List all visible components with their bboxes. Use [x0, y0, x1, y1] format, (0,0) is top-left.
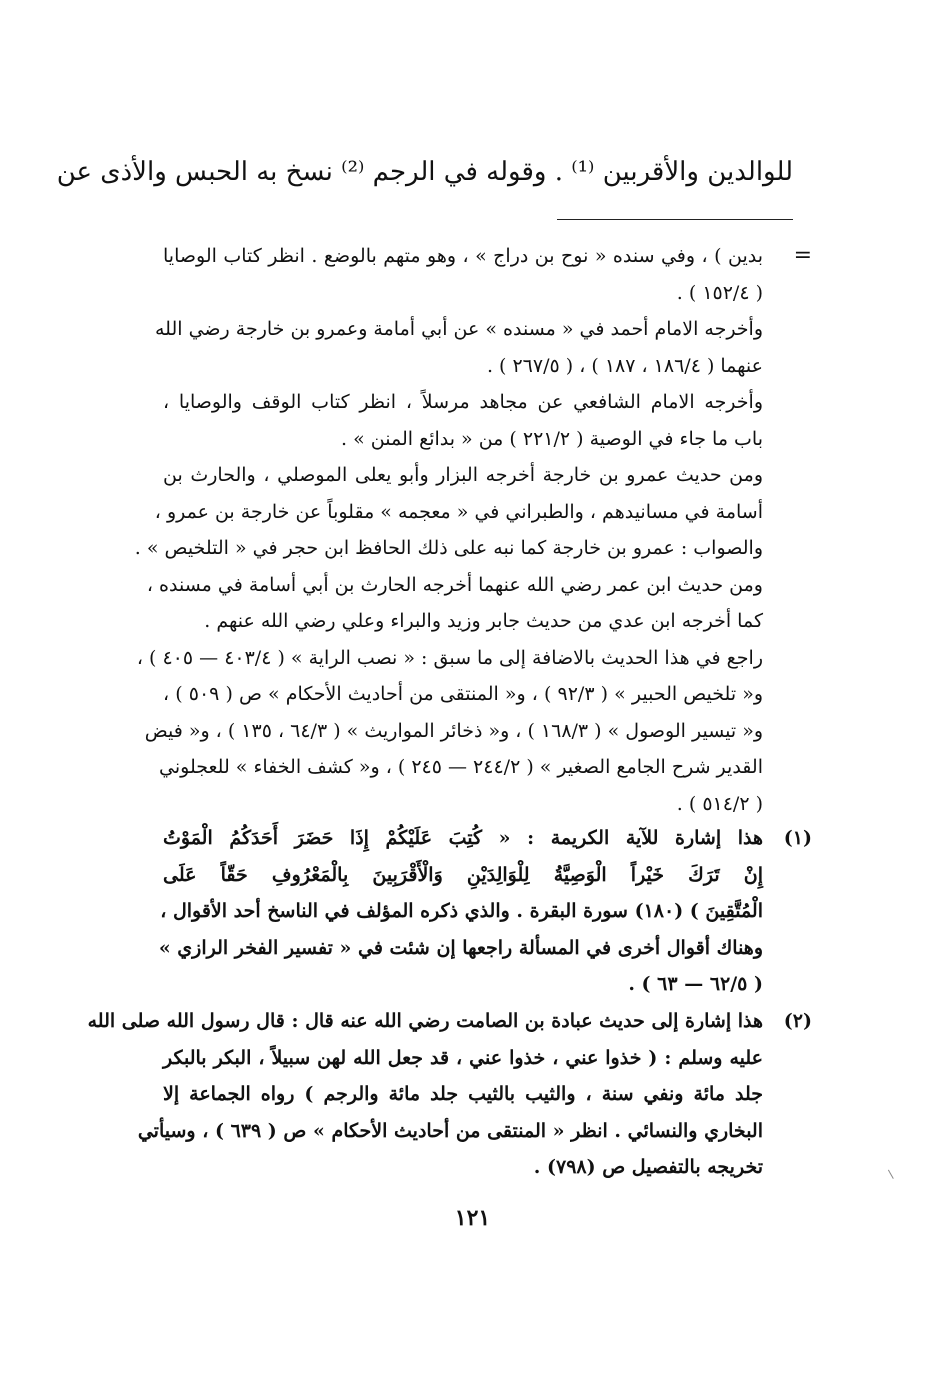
continued-footnote — [134, 238, 763, 822]
footnote-1-number: (١) — [783, 827, 812, 849]
note-line: باب ما جاء في الوصية ( ٢٢١/٢ ) من « بدائع المنن » . — [341, 427, 763, 450]
note-line: بدين ) ، وفي سنده « نوح بن دراج » ، وهو متهم بالوضع . انظر كتاب الوصايا — [163, 245, 763, 267]
continuation-mark: = — [793, 243, 812, 268]
footnote-line: الْمُتَّقِينَ ) (١٨٠) سورة البقرة . والذي ذكره المؤلف في الناسخ أحد الأقوال ، — [160, 900, 763, 922]
note-line: ( ١٥٢/٤ ) . — [676, 281, 763, 304]
note-line: ( ٥١٤/٢ ) . — [676, 792, 763, 815]
footnote-2-number: (٢) — [783, 1010, 812, 1032]
footnote-line: هذا إشارة للآية الكريمة : « كُتِبَ عَلَيْكُمْ إِذَا حَضَرَ أَحَدَكُمُ الْمَوْتُ — [163, 827, 763, 849]
note-line: ومن حديث ابن عمر رضي الله عنهما أخرجه الحارث بن أبي أسامة في مسنده ، — [146, 573, 763, 596]
footnote-line: البخاري والنسائي . انظر « المنتقى من أحاديث الأحكام » ص ( ٦٣٩ ) ، وسيأتي — [137, 1119, 763, 1142]
note-line: راجع في هذا الحديث بالاضافة إلى ما سبق : « نصب الراية » ( ٤٠٣/٤ — ٤٠٥ ) ، — [136, 646, 763, 669]
main-text-line: للوالدين والأقربين ⁽¹⁾ . وقوله في الرجم ⁽²⁾ نسخ به الحبس والأذى عن — [56, 157, 793, 187]
note-line: والصواب : عمرو بن خارجة كما نبه على ذلك الحافظ ابن حجر في « التلخيص » . — [134, 537, 763, 559]
footnote-2 — [87, 1003, 763, 1186]
note-line: وأخرجه الامام الشافعي عن مجاهد مرسلاً ، انظر كتاب الوقف والوصايا ، — [163, 391, 763, 413]
note-line: القدير شرح الجامع الصغير » ( ٢٤٤/٢ — ٢٤٥ ) ، و« كشف الخفاء » للعجلوني — [159, 756, 763, 778]
note-line: كما أخرجه ابن عدي من حديث جابر وزيد والبراء وعلي رضي الله عنهم . — [204, 610, 763, 632]
scan-speck — [888, 1167, 898, 1179]
note-line: و« تلخيص الحبير » ( ٩٢/٣ ) ، و« المنتقى من أحاديث الأحكام » ص ( ٥٠٩ ) ، — [163, 683, 763, 705]
footnote-separator-rule — [557, 219, 793, 220]
note-line: أسامة في مسانيدهم ، والطبراني في « معجمه » مقلوباً عن خارجة بن عمرو ، — [154, 500, 763, 523]
note-line: ومن حديث عمرو بن خارجة أخرجه البزار وأبو يعلى الموصلي ، والحارث بن — [163, 464, 763, 486]
note-line: وأخرجه الامام أحمد في « مسنده » عن أبي أمامة وعمرو بن خارجة رضي الله — [155, 318, 763, 340]
footnote-line: ( ٦٢/٥ — ٦٣ ) . — [628, 973, 763, 995]
footnote-line: هذا إشارة إلى حديث عبادة بن الصامت رضي الله عنه قال : قال رسول الله صلى الله — [87, 1010, 763, 1032]
note-line: عنهما ( ١٨٦/٤ ، ١٨٧ ) ، ( ٢٦٧/٥ ) . — [486, 354, 763, 377]
note-line: و« تيسير الوصول » ( ١٦٨/٣ ) ، و« ذخائر المواريث » ( ٦٤/٣ ، ١٣٥ ) ، و« فيض — [144, 719, 763, 742]
footnote-1 — [158, 820, 763, 1003]
footnote-line: وهناك أقوال أخرى في المسألة راجعها إن شئت في « تفسير الفخر الرازي » — [158, 936, 763, 959]
footnote-line: عليه وسلم : ( خذوا عني ، خذوا عني ، قد جعل الله لهن سبيلاً ، البكر بالبكر — [163, 1046, 763, 1069]
page-number: ١٢١ — [454, 1205, 491, 1231]
footnote-line: تخريجه بالتفصيل ص (٧٩٨) . — [533, 1156, 763, 1178]
footnote-line: إِنْ تَرَكَ خَيْراً الْوَصِيَّةُ لِلْوَالِدَيْنِ وَالْأَقْرَبِينَ بِالْمَعْرُوفِ حَقّاً عَلَى — [163, 863, 763, 886]
footnote-line: جلد مائة ونفي سنة ، والثيب بالثيب جلد مائة والرجم ) رواه الجماعة إلا — [163, 1083, 763, 1105]
